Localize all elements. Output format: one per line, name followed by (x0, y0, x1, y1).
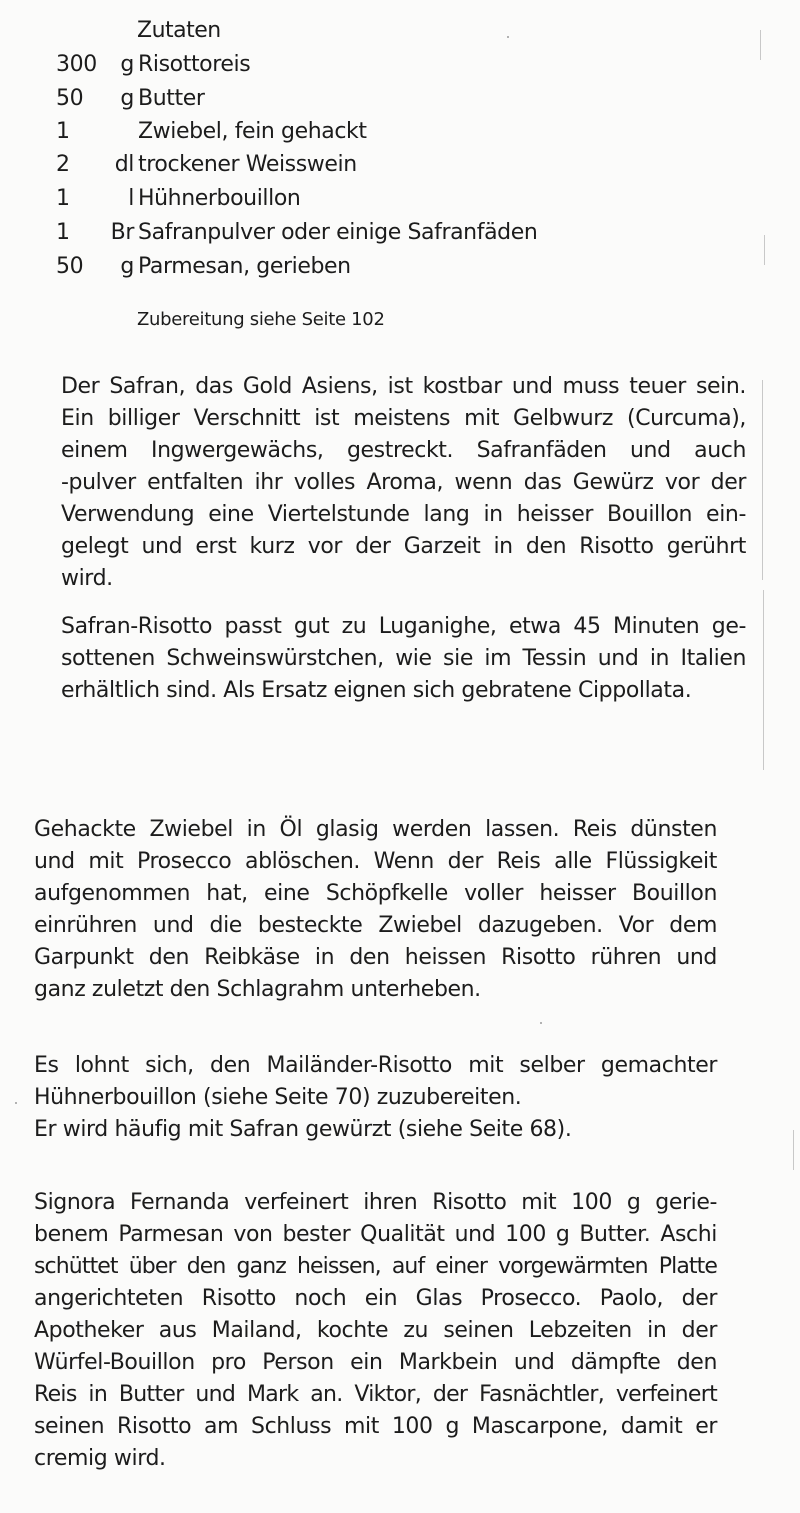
text-line: einem Ingwergewächs, gestreckt. Safranfäden und auch (61, 438, 746, 463)
scan-speck (15, 1102, 17, 1104)
text-line: seinen Risotto am Schluss mit 100 g Mascarpone, damit er (34, 1414, 717, 1439)
text-line: Ein billiger Verschnitt ist meistens mit Gelbwurz (Curcuma), (61, 406, 746, 431)
luganighe-paragraph (61, 611, 746, 707)
text-line: Er wird häufig mit Safran gewürzt (siehe Seite 68). (34, 1117, 572, 1142)
text-line: Es lohnt sich, den Mailänder-Risotto mit selber gemachter (34, 1053, 717, 1078)
text-line: Würfel-Bouillon pro Person ein Markbein und dämpfte den (34, 1350, 717, 1375)
text-line: -pulver entfalten ihr volles Aroma, wenn das Gewürz vor der (61, 470, 746, 495)
ingredient-quantity: 300 (56, 52, 97, 77)
text-line: und mit Prosecco ablöschen. Wenn der Reis alle Flüssigkeit (34, 849, 717, 874)
ingredient-unit: g (120, 86, 134, 111)
text-line: Hühnerbouillon (siehe Seite 70) zuzubereiten. (34, 1085, 522, 1110)
scan-speck (507, 36, 509, 38)
text-line: benem Parmesan von bester Qualität und 100 g Butter. Aschi (34, 1222, 717, 1247)
text-line: wird. (61, 566, 113, 591)
text-line: einrühren und die besteckte Zwiebel dazugeben. Vor dem (34, 913, 717, 938)
text-line: aufgenommen hat, eine Schöpfkelle voller heisser Bouillon (34, 881, 717, 906)
ingredient-quantity: 50 (56, 86, 84, 111)
ingredient-unit: dl (114, 152, 134, 177)
text-line: Reis in Butter und Mark an. Viktor, der Fasnächtler, verfeinert (34, 1382, 717, 1407)
ingredient-unit: g (120, 254, 134, 279)
scan-edge-line (764, 235, 765, 265)
ingredient-unit: l (128, 186, 134, 211)
text-line: gelegt und erst kurz vor der Garzeit in den Risotto gerührt (61, 534, 746, 559)
scan-edge-line (763, 590, 764, 770)
ingredient-quantity: 1 (56, 186, 70, 211)
ingredient-name: Hühnerbouillon (138, 186, 301, 211)
text-line: schüttet über den ganz heissen, auf einer vorgewärmten Platte (34, 1254, 717, 1279)
ingredient-name: Butter (138, 86, 205, 111)
scan-speck (540, 1022, 542, 1024)
ingredient-quantity: 50 (56, 254, 84, 279)
variations-paragraph (34, 1187, 717, 1475)
text-line: Apotheker aus Mailand, kochte zu seinen Lebzeiten in der (34, 1318, 717, 1343)
ingredient-quantity: 1 (56, 119, 70, 144)
ingredient-name: Risottoreis (138, 52, 251, 77)
ingredient-unit: Br (110, 220, 134, 245)
tip-paragraph (34, 1050, 717, 1146)
text-line: cremig wird. (34, 1446, 166, 1471)
text-line: erhältlich sind. Als Ersatz eignen sich gebratene Cippollata. (61, 678, 692, 703)
ingredient-name: Zwiebel, fein gehackt (138, 119, 367, 144)
ingredient-unit: g (120, 52, 134, 77)
ingredient-name: Safranpulver oder einige Safranfäden (138, 220, 538, 245)
text-line: Garpunkt den Reibkäse in den heissen Risotto rühren und (34, 945, 717, 970)
scan-edge-line (760, 30, 761, 60)
scan-edge-line (762, 380, 763, 580)
text-line: Safran-Risotto passt gut zu Luganighe, etwa 45 Minuten ge- (61, 614, 746, 639)
ingredients-title: Zutaten (137, 18, 221, 43)
ingredient-name: Parmesan, gerieben (138, 254, 351, 279)
text-line: Der Safran, das Gold Asiens, ist kostbar und muss teuer sein. (61, 374, 746, 399)
text-line: Signora Fernanda verfeinert ihren Risotto mit 100 g gerie- (34, 1190, 717, 1215)
text-line: angerichteten Risotto noch ein Glas Prosecco. Paolo, der (34, 1286, 717, 1311)
ingredient-quantity: 1 (56, 220, 70, 245)
preparation-reference: Zubereitung siehe Seite 102 (137, 309, 385, 330)
text-line: Gehackte Zwiebel in Öl glasig werden lassen. Reis dünsten (34, 817, 717, 842)
saffron-paragraph (61, 371, 746, 595)
text-line: Verwendung eine Viertelstunde lang in heisser Bouillon ein- (61, 502, 746, 527)
ingredient-name: trockener Weisswein (138, 152, 357, 177)
text-line: sottenen Schweinswürstchen, wie sie im Tessin und in Italien (61, 646, 746, 671)
text-line: ganz zuletzt den Schlagrahm unterheben. (34, 977, 481, 1002)
preparation-paragraph (34, 814, 717, 1006)
ingredient-quantity: 2 (56, 152, 70, 177)
scan-edge-line (793, 1130, 794, 1170)
